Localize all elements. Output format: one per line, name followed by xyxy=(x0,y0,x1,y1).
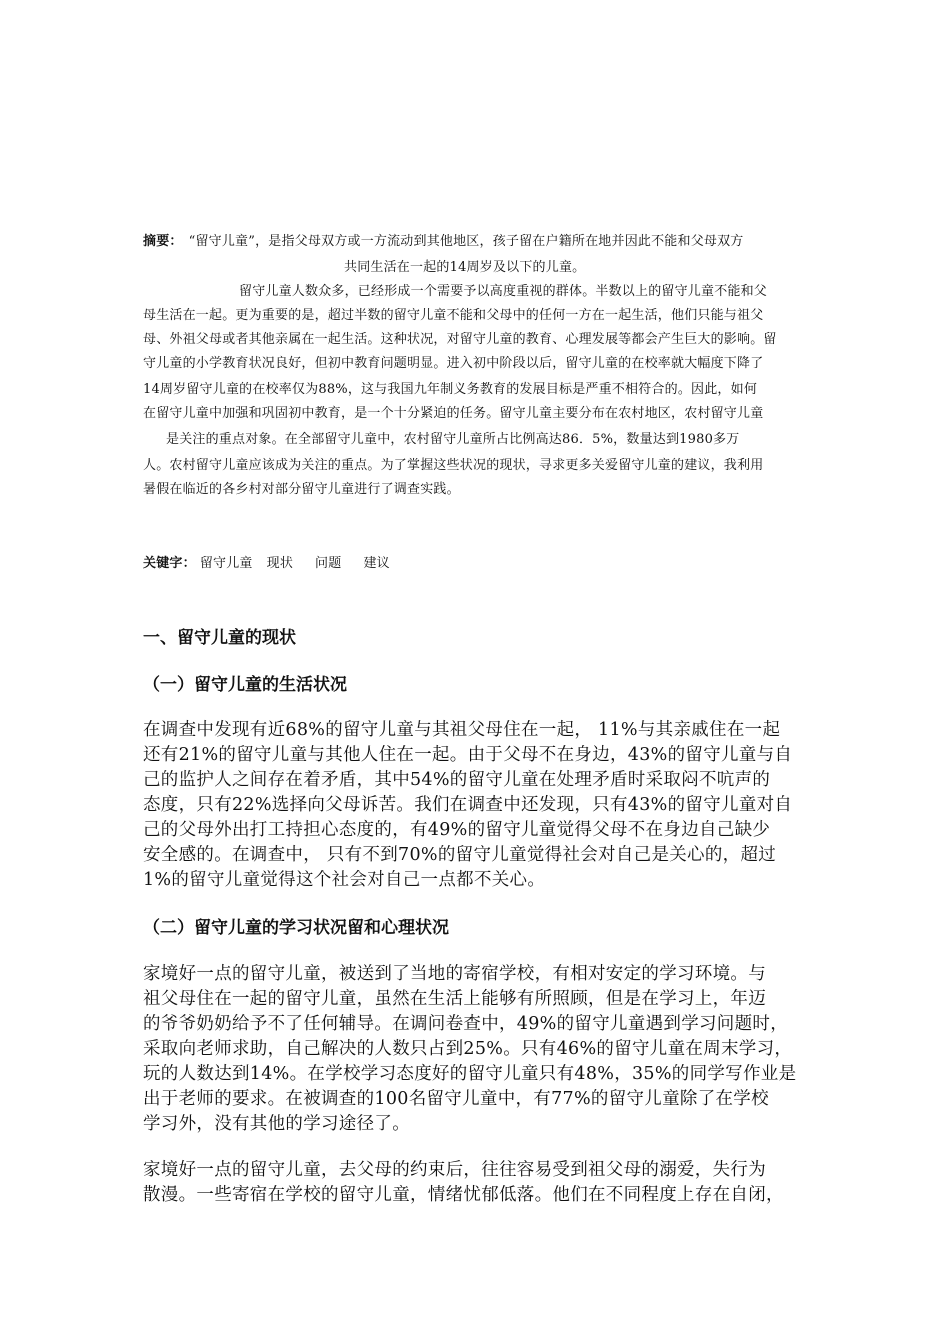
body-line: 态度，只有22%选择向父母诉苦。我们在调查中还发现，只有43%的留守儿童对自 xyxy=(143,795,793,815)
body-line: 家境好一点的留守儿童，被送到了当地的寄宿学校，有相对安定的学习环境。与 xyxy=(143,964,766,984)
keyword-item: 建议 xyxy=(363,556,390,571)
keyword-item: 问题 xyxy=(315,556,342,571)
keywords-label: 关键字： xyxy=(143,556,196,571)
subsection-heading-2: （二）留守儿童的学习状况留和心理状况 xyxy=(143,918,449,938)
body-line: 己的监护人之间存在着矛盾，其中54%的留守儿童在处理矛盾时采取闷不吭声的 xyxy=(143,770,771,790)
section-heading: 一、留守儿童的现状 xyxy=(143,628,296,648)
abstract-line-2: 共同生活在一起的14周岁及以下的儿童。 xyxy=(344,260,586,275)
abstract-line-5: 母、外祖父母或者其他亲属在一起生活。这种状况，对留守儿童的教育、心理发展等都会产生巨大的影响。留 xyxy=(143,332,777,347)
abstract-line-4: 母生活在一起。更为重要的是，超过半数的留守儿童不能和父母中的任何一方在一起生活，他们只能与祖父 xyxy=(143,308,764,323)
abstract-text: “留守儿童”，是指父母双方或一方流动到其他地区，孩子留在户籍所在地并因此不能和父母双方 xyxy=(188,234,744,249)
abstract-line-10: 人。农村留守儿童应该成为关注的重点。为了掌握这些状况的现状，寻求更多关爱留守儿童的建议，我利用 xyxy=(143,458,764,473)
body-line: 玩的人数达到14%。在学校学习态度好的留守儿童只有48%，35%的同学写作业是 xyxy=(143,1064,797,1084)
body-line: 1%的留守儿童觉得这个社会对自己一点都不关心。 xyxy=(143,870,546,890)
subsection-heading-1: （一）留守儿童的生活状况 xyxy=(143,675,347,695)
body-line: 祖父母住在一起的留守儿童，虽然在生活上能够有所照顾，但是在学习上，年迈 xyxy=(143,989,766,1009)
body-line: 的爷爷奶奶给予不了任何辅导。在调问卷查中，49%的留守儿童遇到学习问题时， xyxy=(143,1014,788,1034)
abstract-label: 摘要： xyxy=(143,234,183,249)
body-line: 安全感的。在调查中， 只有不到70%的留守儿童觉得社会对自己是关心的，超过 xyxy=(143,845,777,865)
keyword-item: 现状 xyxy=(266,556,294,571)
abstract-line-6: 守儿童的小学教育状况良好，但初中教育问题明显。进入初中阶段以后，留守儿童的在校率就大幅度下降了 xyxy=(143,356,764,371)
body-line: 出于老师的要求。在被调查的100名留守儿童中，有77%的留守儿童除了在学校 xyxy=(143,1089,769,1109)
abstract-line-8: 在留守儿童中加强和巩固初中教育，是一个十分紧迫的任务。留守儿童主要分布在农村地区，农村留守儿童 xyxy=(143,406,764,421)
abstract-line-3: 留守儿童人数众多，已经形成一个需要予以高度重视的群体。半数以上的留守儿童不能和父 xyxy=(239,284,768,299)
body-line: 家境好一点的留守儿童，去父母的约束后，往往容易受到祖父母的溺爱，失行为 xyxy=(143,1160,766,1180)
abstract-line-7: 14周岁留守儿童的在校率仅为88%，这与我国九年制义务教育的发展目标是严重不相符合的。因此，如何 xyxy=(143,382,758,397)
keyword-item: 留守儿童 xyxy=(199,556,253,571)
abstract-line-11: 暑假在临近的各乡村对部分留守儿童进行了调查实践。 xyxy=(143,482,460,497)
body-line: 采取向老师求助，自己解决的人数只占到25%。只有46%的留守儿童在周末学习， xyxy=(143,1039,793,1059)
keywords xyxy=(143,552,390,571)
abstract-line-9: 是关注的重点对象。在全部留守儿童中，农村留守儿童所占比例高达86．5%，数量达到1980多万 xyxy=(166,432,740,447)
body-line: 在调查中发现有近68%的留守儿童与其祖父母住在一起， 11%与其亲戚住在一起 xyxy=(143,720,781,740)
abstract-line-1 xyxy=(143,230,744,249)
body-line: 散漫。一些寄宿在学校的留守儿童，情绪忧郁低落。他们在不同程度上存在自闭， xyxy=(143,1185,784,1205)
body-line: 己的父母外出打工持担心态度的，有49%的留守儿童觉得父母不在身边自己缺少 xyxy=(143,820,771,840)
body-line: 还有21%的留守儿童与其他人住在一起。由于父母不在身边，43%的留守儿童与自 xyxy=(143,745,793,765)
body-line: 学习外，没有其他的学习途径了。 xyxy=(143,1114,410,1134)
